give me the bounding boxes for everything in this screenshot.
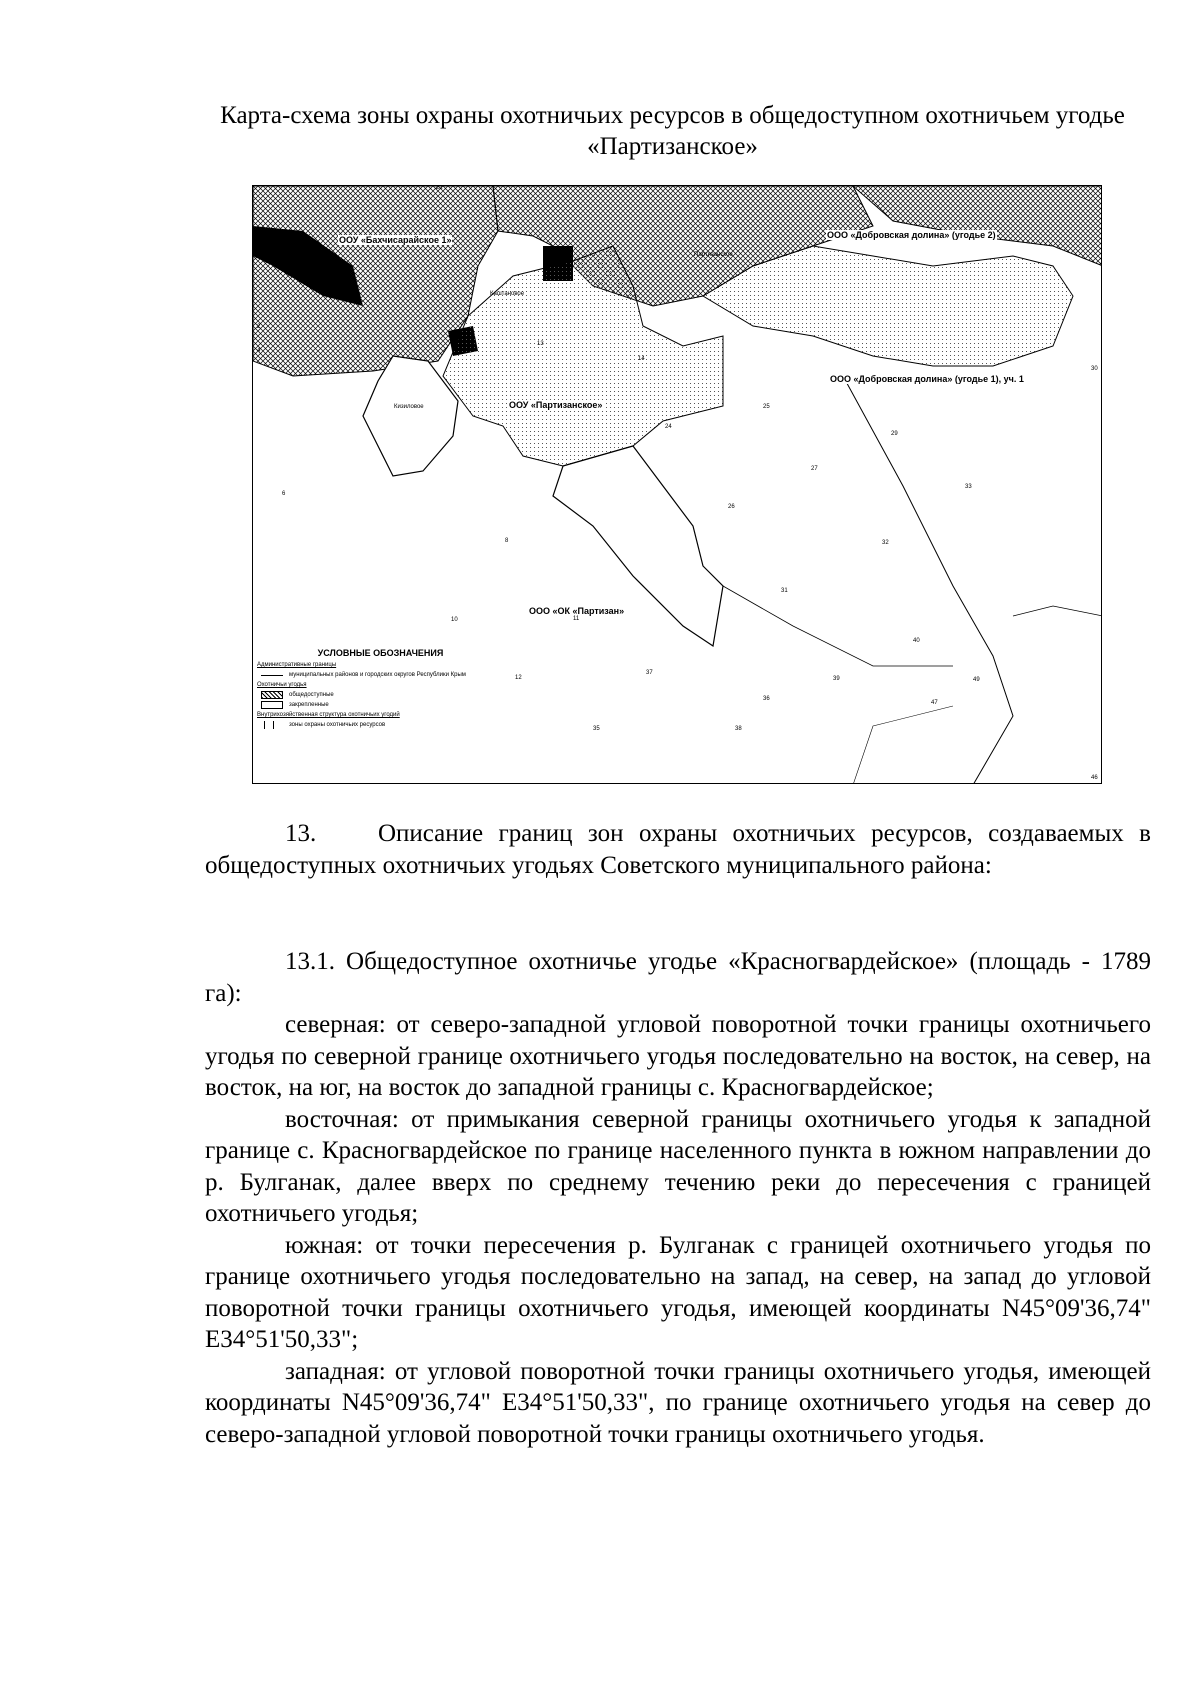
label-partizanskoe-town: Партизанское <box>694 252 733 258</box>
section-13-1 <box>205 946 1151 1450</box>
east-dotted-area <box>703 246 1073 366</box>
zone-number: 35 <box>593 726 600 732</box>
district-boundary-south <box>723 586 953 666</box>
legend-row-zones <box>261 721 484 729</box>
label-bakhchisaray: ООУ «Бахчисарайское 1» <box>339 235 452 245</box>
legend-admin-header: Административные границы <box>257 662 337 668</box>
legend-row-public <box>261 691 484 699</box>
zone-tick-swatch <box>261 721 283 729</box>
zone-number: 27 <box>811 466 818 472</box>
legend-hunting-header: Охотничьи угодья <box>257 682 307 688</box>
page-title: Карта-схема зоны охраны охотничьих ресурсов в общедоступном охотничьем угодье «Партизанское» <box>220 102 1125 160</box>
public-area-northeast <box>853 186 1102 266</box>
zone-number: 8 <box>505 538 509 544</box>
paragraph-east: восточная: от примыкания северной границы охотничьего угодья к западной границе с. Красногвардейское по границе населенного пункта в южном направлении до р. Булганак, далее вверх по среднему течению реки до пересечения с границей охотничьего угодья; <box>205 1105 1151 1227</box>
label-dobrovskaya-1: ООО «Добровская долина» (угодье 1), уч. 1 <box>830 374 1024 384</box>
zone-number: 13 <box>537 341 544 347</box>
district-boundary-east <box>843 376 1013 784</box>
legend-row-assigned <box>261 701 484 709</box>
zone-number: 36 <box>763 696 770 702</box>
zone-number: 46 <box>1091 775 1098 781</box>
zone-number: 30 <box>1091 366 1098 372</box>
zone-number: 26 <box>728 504 735 510</box>
label-kizilovoe: Кизиловое <box>394 404 424 410</box>
paragraph-13: 13. Описание границ зон охраны охотничьих ресурсов, создаваемых в общедоступных охотничьих угодьях Советского муниципального района: <box>205 820 1151 879</box>
map-legend <box>253 646 488 784</box>
legend-row-admin <box>261 671 484 679</box>
zone-number: 37 <box>646 670 653 676</box>
district-boundary-southeast <box>1013 606 1102 616</box>
empty-swatch <box>261 701 283 709</box>
section-13 <box>205 818 1151 881</box>
zone-number: 4 <box>257 348 261 354</box>
zone-number: 29 <box>891 431 898 437</box>
crosshatch-swatch <box>261 691 283 699</box>
label-ok-partizan: ООО «ОК «Партизан» <box>529 606 625 616</box>
paragraph-south: южная: от точки пересечения р. Булганак с границей охотничьего угодья по границе охотничьего угодья последовательно на запад, на север, на запад до угловой поворотной точки границы охотничьего угодья, имеющей координаты N45°09'36,74" E34°51'50,33"; <box>205 1231 1151 1353</box>
legend-assigned: закрепленные <box>289 702 329 708</box>
map-scheme <box>252 185 1102 784</box>
zone-number: 6 <box>282 491 286 497</box>
legend-zones: зоны охраны охотничьих ресурсов <box>289 722 386 728</box>
partizan-south-line <box>853 706 953 784</box>
label-partizanskoe-area: ООУ «Партизанское» <box>509 400 603 410</box>
zone-number: 10 <box>451 617 458 623</box>
zone-number: 31 <box>781 588 788 594</box>
paragraph-north: северная: от северо-западной угловой поворотной точки границы охотничьего угодья по северной границе охотничьего угодья последовательно на восток, на север, на восток, на юг, на восток до западной границы с. Красногвардейское; <box>205 1011 1151 1101</box>
legend-public: общедоступные <box>289 692 334 698</box>
paragraph-west: западная: от угловой поворотной точки границы охотничьего угодья, имеющей координаты N45°09'36,74" E34°51'50,33", по границе охотничьего угодья на север до северо-западной угловой поворотной точки границы охотничьего угодья. <box>205 1357 1151 1448</box>
legend-structure-header: Внутрихозяйственная структура охотничьих угодий <box>257 712 400 718</box>
zone-number: 47 <box>931 700 938 706</box>
zone-number: 24 <box>665 424 672 430</box>
zone-number: 25 <box>763 404 770 410</box>
zone-number: 39 <box>833 676 840 682</box>
zone-number: 22 <box>436 185 443 191</box>
zone-number: 38 <box>735 726 742 732</box>
zone-number: 40 <box>913 638 920 644</box>
zone-number: 49 <box>973 677 980 683</box>
zone-number: 11 <box>573 616 580 622</box>
legend-title: УСЛОВНЫЕ ОБОЗНАЧЕНИЯ <box>317 648 444 658</box>
label-dobrovskaya-2: ООО «Добровская долина» (угодье 2) <box>827 230 996 240</box>
zone-number: 33 <box>965 484 972 490</box>
zone-number: 2 <box>257 324 261 330</box>
zone-number: 14 <box>638 356 645 362</box>
boundary-line-swatch <box>261 675 283 676</box>
label-kashtanovoe: Каштановое <box>490 291 525 297</box>
paragraph-13-1: 13.1. Общедоступное охотничье угодье «Красногвардейское» (площадь - 1789 га): <box>205 948 1151 1007</box>
zone-number: 32 <box>882 540 889 546</box>
zone-number: 12 <box>515 675 522 681</box>
legend-admin-item: муниципальных районов и городских округов Республики Крым <box>289 672 466 678</box>
